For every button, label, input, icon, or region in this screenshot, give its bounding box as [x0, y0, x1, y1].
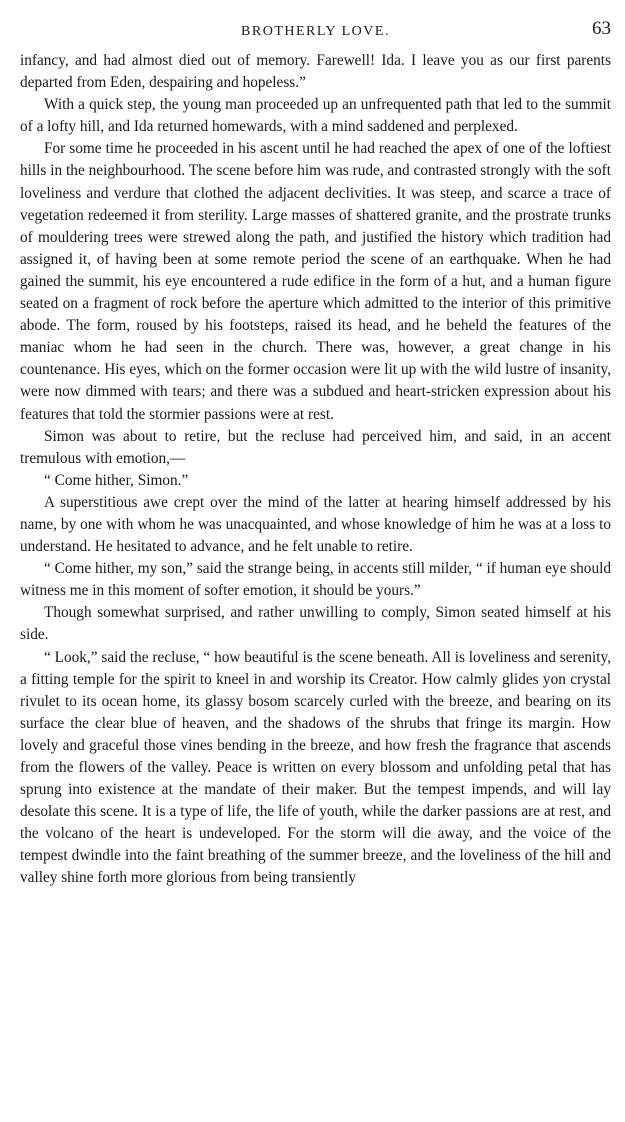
paragraph: infancy, and had almost died out of memory. Farewell! Ida. I leave you as our first parents departed from Eden, despairing and hopeless.”	[20, 52, 611, 92]
running-title: BROTHERLY LOVE.	[241, 24, 390, 39]
paragraph: Though somewhat surprised, and rather unwilling to comply, Simon seated himself at his side.	[20, 604, 611, 644]
paragraph: “ Come hither, my son,” said the strange being, in accents still milder, “ if human eye should witness me in this moment of softer emotion, it should be yours.”	[20, 560, 611, 600]
paragraph: “ Come hither, Simon.”	[44, 471, 189, 489]
paragraph: “ Look,” said the recluse, “ how beautiful is the scene beneath. All is loveliness and serenity, a fitting temple for the spirit to kneel in and worship its Creator. How calmly glides yon crystal rivulet to its ocean home, its glassy bosom scarcely curled with the breeze, and bearing on its surface the clear blue of heaven, and the shadows of the shrubs that fringe its margin. How lovely and graceful those vines bending in the breeze, and how fresh the fragrance that ascends from the flowers of the valley. Peace is written on every blossom and unfolding petal that has sprung into existence at the mandate of their maker. But the tempest impends, and will lay desolate this scene. It is a type of life, the life of youth, while the darker passions are at rest, and the volcano of the heart is undeveloped. For the storm will die away, and the voice of the tempest dwindle into the faint breathing of the summer breeze, and the loveliness of the hill and valley shine forth more glorious from being transiently	[20, 648, 611, 887]
paragraph: For some time he proceeded in his ascent until he had reached the apex of one of the loftiest hills in the neighbourhood. The scene before him was rude, and contrasted strongly with the soft loveliness and verdure that clothed the adjacent declivities. It was steep, and scarce a trace of vegetation redeemed it from sterility. Large masses of shattered granite, and the prostrate trunks of mouldering trees were strewed along the path, and justified the history which tradition had assigned it, of having been at some remote period the scene of an earthquake. When he had gained the summit, his eye encountered a rude edifice in the form of a hut, and a human figure seated on a fragment of rock before the aperture which admitted to the interior of this primitive abode. The form, roused by his footsteps, raised its head, and he beheld the features of the maniac whom he had seen in the church. There was, however, a great change in his countenance. His eyes, which on the former occasion were lit up with the wild lustre of insanity, were now dimmed with tears; and there was a subdued and heart-stricken expression about his features that told the stormier passions were at rest.	[20, 140, 611, 423]
page-header	[20, 14, 611, 50]
paragraph: Simon was about to retire, but the recluse had perceived him, and said, in an accent tremulous with emotion,—	[20, 427, 611, 467]
paragraph: A superstitious awe crept over the mind of the latter at hearing himself addressed by his name, by one with whom he was unacquainted, and whose knowledge of him he was at a loss to understand. He hesitated to advance, and he felt unable to retire.	[20, 493, 611, 556]
body-text	[20, 50, 611, 890]
paragraph: With a quick step, the young man proceeded up an unfrequented path that led to the summit of a lofty hill, and Ida returned homewards, with a mind saddened and perplexed.	[20, 96, 611, 136]
page-number: 63	[592, 18, 611, 39]
